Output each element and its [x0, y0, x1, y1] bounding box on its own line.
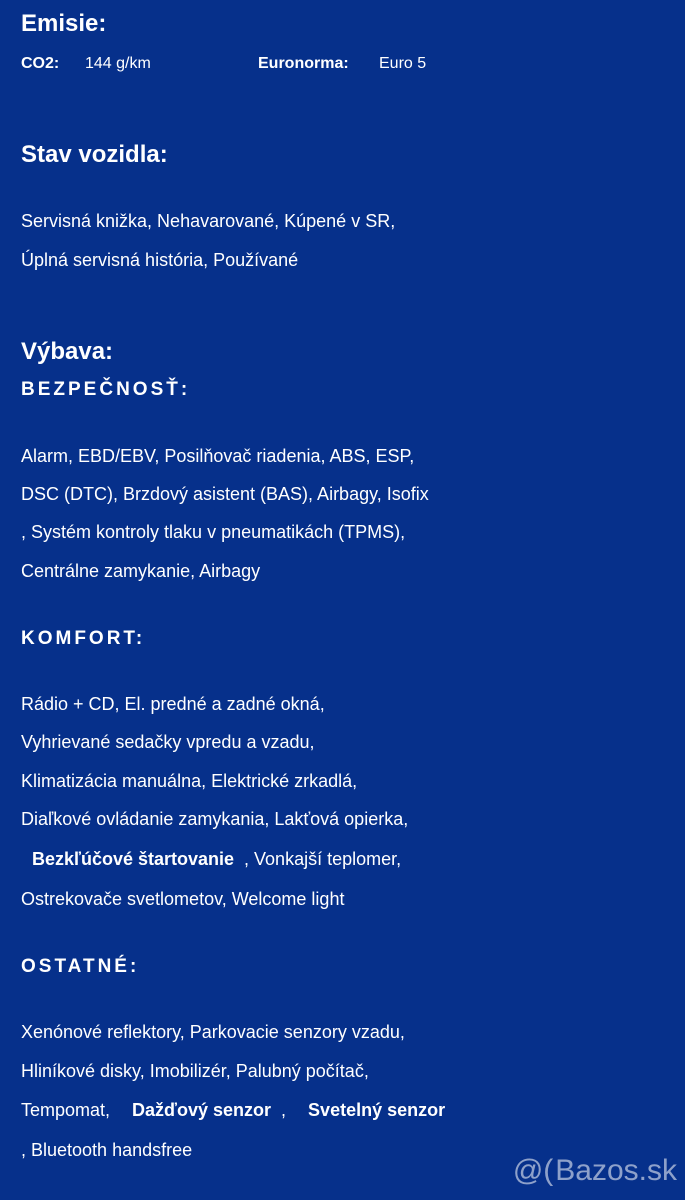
emisie-title: Emisie: [21, 10, 107, 37]
komfort-line-4: Diaľkové ovládanie zamykania, Lakťová opierka, [21, 809, 409, 829]
stav-title: Stav vozidla: [21, 141, 168, 168]
dazdovy-senzor: Dažďový senzor [132, 1100, 272, 1120]
bezklucove-startovanie: Bezkľúčové štartovanie [32, 849, 235, 869]
komfort-title: KOMFORT: [21, 628, 146, 649]
co2-value: 144 g/km [85, 55, 151, 72]
bazos-watermark [513, 1154, 677, 1188]
ostatne-title: OSTATNÉ: [21, 956, 140, 977]
watermark-text: Bazos.sk [555, 1154, 677, 1187]
ostatne-line-2: Hliníkové disky, Imobilizér, Palubný počítač, [21, 1061, 369, 1081]
bezpecnost-line-1: Alarm, EBD/EBV, Posilňovač riadenia, ABS, ESP, [21, 446, 415, 466]
vybava-title: Výbava: [21, 338, 114, 365]
stav-line-2: Úplná servisná história, Používané [21, 250, 299, 270]
euronorma-value: Euro 5 [379, 55, 427, 72]
komfort-line-6: Ostrekovače svetlometov, Welcome light [21, 889, 345, 909]
co2-label: CO2: [21, 55, 60, 72]
svetelny-senzor: Svetelný senzor [308, 1100, 446, 1120]
stav-line-1: Servisná knižka, Nehavarované, Kúpené v SR, [21, 211, 396, 231]
ostatne-line-1: Xenónové reflektory, Parkovacie senzory vzadu, [21, 1022, 405, 1042]
komfort-line-3: Klimatizácia manuálna, Elektrické zrkadlá, [21, 771, 358, 791]
bezpecnost-line-2: DSC (DTC), Brzdový asistent (BAS), Airbagy, Isofix [21, 484, 429, 504]
ostatne-comma: , [281, 1100, 287, 1120]
komfort-line-2: Vyhrievané sedačky vpredu a vzadu, [21, 732, 315, 752]
tempomat: Tempomat, [21, 1100, 111, 1120]
ostatne-line-3 [21, 1100, 445, 1121]
bezpecnost-title: BEZPEČNOSŤ: [21, 379, 191, 400]
bazos-at-icon: @( [512, 1154, 554, 1187]
komfort-line-1: Rádio + CD, El. predné a zadné okná, [21, 694, 325, 714]
bezpecnost-line-4: Centrálne zamykanie, Airbagy [21, 561, 261, 581]
komfort-line-5 [21, 849, 401, 870]
komfort-line-5-rest: , Vonkajší teplomer, [244, 849, 402, 869]
bezpecnost-line-3: , Systém kontroly tlaku v pneumatikách (TPMS), [21, 522, 406, 542]
euronorma-label: Euronorma: [258, 55, 349, 72]
ostatne-line-4: , Bluetooth handsfree [21, 1140, 193, 1160]
